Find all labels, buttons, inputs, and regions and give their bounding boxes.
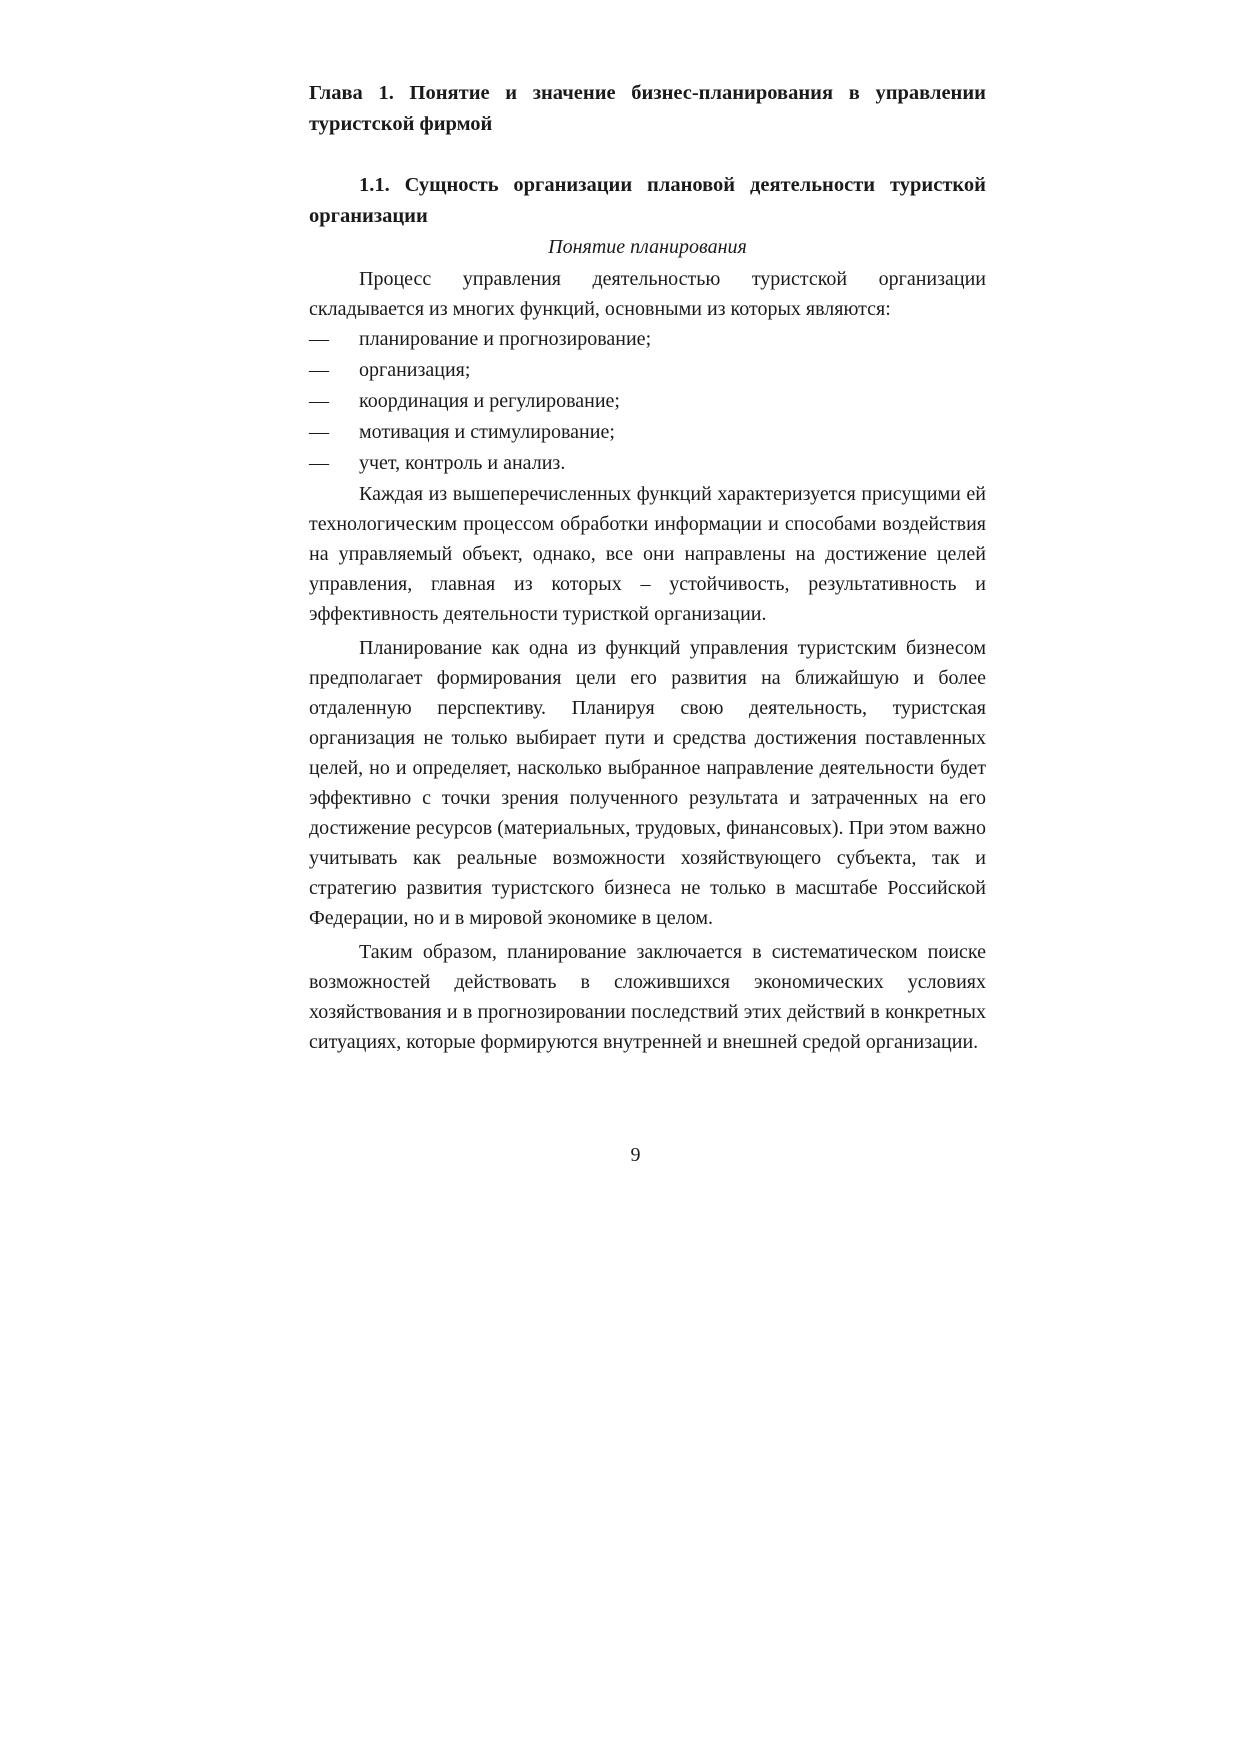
list-item xyxy=(309,417,986,448)
body-paragraph: Каждая из вышеперечисленных функций характеризуется присущими ей технологическим процессом обработки информации и способами воздействия на управляемый объект, однако, все они направлены на достижение целей управления, главная из которых – устойчивость, результативность и эффективность деятельности туристкой организации. xyxy=(309,483,986,625)
list-item-text: организация; xyxy=(359,359,471,381)
list-item xyxy=(309,386,986,417)
list-item-text: учет, контроль и анализ. xyxy=(359,452,566,474)
list-item xyxy=(309,448,986,479)
dash-bullet: — xyxy=(309,452,329,474)
functions-list xyxy=(309,324,986,479)
list-item-text: мотивация и стимулирование; xyxy=(359,421,615,443)
list-item xyxy=(309,355,986,386)
dash-bullet: — xyxy=(309,421,329,443)
text-column xyxy=(309,78,986,1061)
chapter-title: Глава 1. Понятие и значение бизнес-планирования в управлении туристской фирмой xyxy=(309,82,986,135)
dash-bullet: — xyxy=(309,359,329,381)
list-item-text: планирование и прогнозирование; xyxy=(359,328,652,350)
section-title: 1.1. Сущность организации плановой деятельности туристкой организации xyxy=(309,174,986,227)
body-paragraph: Таким образом, планирование заключается в систематическом поиске возможностей действовать в сложившихся экономических условиях хозяйствования и в прогнозировании последствий этих действий в конкретных ситуациях, которые формируются внутренней и внешней средой организации. xyxy=(309,941,986,1053)
list-item-text: координация и регулирование; xyxy=(359,390,620,412)
list-item xyxy=(309,324,986,355)
dash-bullet: — xyxy=(309,390,329,412)
page-number: 9 xyxy=(630,1144,641,1166)
dash-bullet: — xyxy=(309,328,329,350)
subsection-title: Понятие планирования xyxy=(548,236,747,258)
intro-paragraph: Процесс управления деятельностью туристской организации складывается из многих функций, основными из которых являются: xyxy=(309,268,986,320)
body-paragraph: Планирование как одна из функций управления туристским бизнесом предполагает формирования цели его развития на ближайшую и более отдаленную перспективу. Планируя свою деятельность, туристская организация не только выбирает пути и средства достижения поставленных целей, но и определяет, насколько выбранное направление деятельности будет эффективно с точки зрения полученного результата и затраченных на его достижение ресурсов (материальных, трудовых, финансовых). При этом важно учитывать как реальные возможности хозяйствующего субъекта, так и стратегию развития туристского бизнеса не только в масштабе Российской Федерации, но и в мировой экономике в целом. xyxy=(309,637,986,929)
